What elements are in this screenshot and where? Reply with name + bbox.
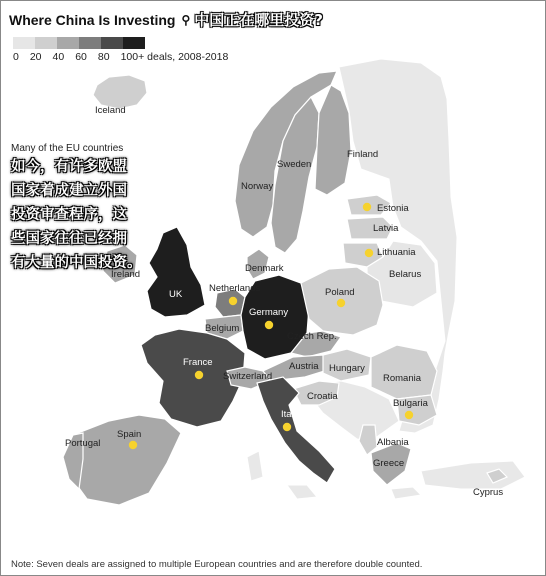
legend-swatches — [13, 37, 239, 49]
label-austria: Austria — [289, 361, 319, 372]
caption-chinese — [11, 155, 142, 275]
marker-italy — [283, 423, 291, 431]
legend-label-2: 40 — [52, 51, 65, 63]
legend-swatch-2 — [57, 37, 79, 49]
caption-english: Many of the EU countries — [11, 143, 124, 154]
label-norway: Norway — [241, 181, 274, 192]
marker-spain — [129, 441, 137, 449]
marker-netherlands — [229, 297, 237, 305]
legend-label-0: 0 — [13, 51, 19, 63]
caption-chinese-line-4: 有大量的中国投资。 — [11, 255, 142, 271]
caption-chinese-line-2: 投资审查程序，这 — [11, 207, 127, 223]
label-iceland: Iceland — [95, 105, 126, 116]
marker-lithuania — [365, 249, 373, 257]
label-denmark: Denmark — [245, 263, 284, 274]
label-bulgaria: Bulgaria — [393, 398, 428, 409]
label-belgium: Belgium — [205, 323, 240, 334]
label-switzerland: Switzerland — [223, 371, 273, 382]
label-finland: Finland — [347, 149, 379, 160]
title-block — [9, 9, 323, 30]
label-romania: Romania — [383, 373, 422, 384]
label-ireland: Ireland — [111, 269, 141, 280]
label-netherlands: Netherlands — [209, 283, 261, 294]
label-belarus: Belarus — [389, 269, 422, 280]
country-romania — [371, 345, 437, 399]
label-poland: Poland — [325, 287, 355, 298]
label-hungary: Hungary — [329, 363, 365, 374]
label-albania: Albania — [377, 437, 409, 448]
country-iceland — [93, 75, 147, 109]
label-croatia: Croatia — [307, 391, 338, 402]
title-chinese: 中国正在哪里投资? — [194, 11, 323, 29]
legend-swatch-0 — [13, 37, 35, 49]
caption-chinese-line-3: 些国家往往已经拥 — [11, 231, 127, 247]
label-latvia: Latvia — [373, 223, 399, 234]
legend-swatch-5 — [123, 37, 145, 49]
label-greece: Greece — [373, 458, 405, 469]
caption-chinese-line-1: 国家着成建立外国 — [11, 183, 127, 199]
label-lithuania: Lithuania — [377, 247, 416, 258]
marker-poland — [337, 299, 345, 307]
legend-label-5: 100+ deals, 2008-2018 — [120, 51, 229, 63]
legend-label-4: 80 — [97, 51, 110, 63]
footnote: Note: Seven deals are assigned to multiple European countries and are therefore double counted. — [11, 559, 423, 570]
legend-label-1: 20 — [29, 51, 42, 63]
marker-germany — [265, 321, 273, 329]
pin-icon: ⚲ — [181, 12, 191, 27]
label-italy: Italy — [281, 409, 299, 420]
label-czech-rep: Czech Rep. — [287, 331, 337, 342]
legend-swatch-3 — [79, 37, 101, 49]
country-albania — [359, 425, 377, 455]
country-finland — [315, 85, 351, 195]
legend-swatch-4 — [101, 37, 123, 49]
legend-label-3: 60 — [75, 51, 87, 63]
caption-chinese-line-0: 如今，有许多欧盟 — [11, 159, 127, 175]
legend-swatch-1 — [35, 37, 57, 49]
label-uk: UK — [169, 289, 183, 300]
marker-france — [195, 371, 203, 379]
label-sweden: Sweden — [277, 159, 312, 170]
europe-map — [1, 1, 545, 575]
country-uk — [147, 227, 205, 317]
label-germany: Germany — [249, 307, 289, 318]
legend-labels — [13, 51, 239, 63]
label-spain: Spain — [117, 429, 142, 440]
label-portugal: Portugal — [65, 438, 101, 449]
marker-estonia — [363, 203, 371, 211]
marker-bulgaria — [405, 411, 413, 419]
label-cyprus: Cyprus — [473, 487, 504, 498]
map-title: Where China Is Investing — [9, 11, 176, 28]
label-estonia: Estonia — [377, 203, 409, 214]
label-france: France — [183, 357, 213, 368]
legend — [13, 37, 239, 63]
